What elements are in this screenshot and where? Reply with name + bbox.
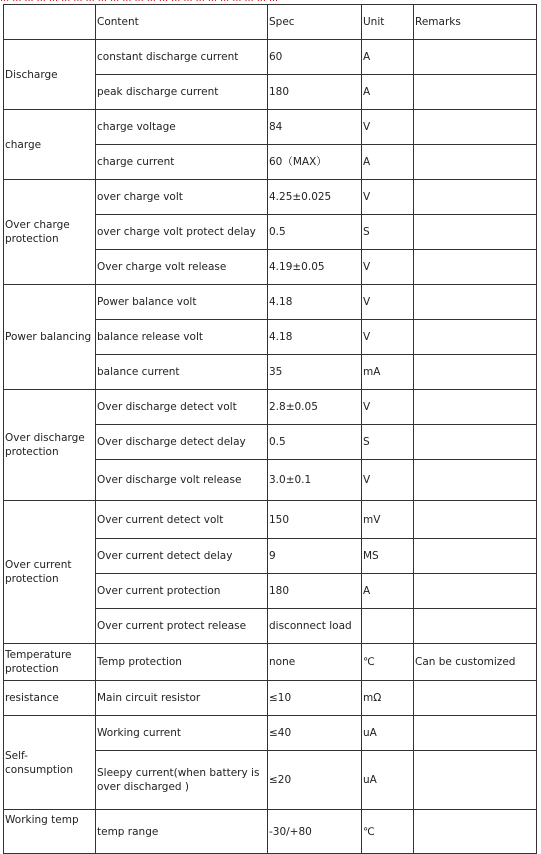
content-cell: Over discharge volt release [96, 460, 268, 501]
spec-cell: 4.18 [268, 285, 362, 320]
unit-cell: V [362, 110, 414, 145]
table-row [4, 390, 537, 425]
header-remarks-cell: Remarks [414, 5, 537, 40]
content-cell: balance current [96, 355, 268, 390]
spec-cell: none [268, 644, 362, 681]
unit-cell: A [362, 40, 414, 75]
remarks-cell [414, 425, 537, 460]
spec-cell: 60 [268, 40, 362, 75]
content-cell: temp range [96, 810, 268, 854]
remarks-cell [414, 810, 537, 854]
content-cell: Over discharge detect delay [96, 425, 268, 460]
spec-cell: -30/+80 [268, 810, 362, 854]
spec-cell: 9 [268, 539, 362, 574]
category-cell-over-discharge-protection: Over discharge protection [4, 390, 96, 501]
spec-cell: 35 [268, 355, 362, 390]
unit-cell: V [362, 250, 414, 285]
spec-cell: 4.18 [268, 320, 362, 355]
unit-cell: S [362, 425, 414, 460]
spec-cell: ≤40 [268, 716, 362, 751]
category-cell-discharge: Discharge [4, 40, 96, 110]
unit-cell: V [362, 390, 414, 425]
remarks-cell [414, 215, 537, 250]
unit-cell: V [362, 285, 414, 320]
spec-cell: 180 [268, 75, 362, 110]
remarks-cell [414, 390, 537, 425]
category-cell-self-consumption: Self-consumption [4, 716, 96, 810]
table-row [4, 644, 537, 681]
header-category-cell [4, 5, 96, 40]
table-row [4, 110, 537, 145]
table-row [4, 285, 537, 320]
unit-cell: V [362, 460, 414, 501]
header-content-cell: Content [96, 5, 268, 40]
spec-cell: 3.0±0.1 [268, 460, 362, 501]
remarks-cell [414, 285, 537, 320]
remarks-cell [414, 574, 537, 609]
unit-cell: uA [362, 751, 414, 810]
unit-cell: mV [362, 501, 414, 539]
content-cell: over charge volt [96, 180, 268, 215]
content-cell: Over discharge detect volt [96, 390, 268, 425]
content-cell: Power balance volt [96, 285, 268, 320]
unit-cell: mA [362, 355, 414, 390]
remarks-cell [414, 320, 537, 355]
content-cell: peak discharge current [96, 75, 268, 110]
remarks-cell [414, 180, 537, 215]
table-row [4, 810, 537, 854]
unit-cell: A [362, 145, 414, 180]
spec-table [3, 4, 537, 854]
spec-cell: disconnect load [268, 609, 362, 644]
content-cell: Temp protection [96, 644, 268, 681]
remarks-cell [414, 145, 537, 180]
unit-cell: ℃ [362, 644, 414, 681]
remarks-cell [414, 110, 537, 145]
unit-cell: mΩ [362, 681, 414, 716]
content-cell: Working current [96, 716, 268, 751]
remarks-cell [414, 539, 537, 574]
spec-cell: 180 [268, 574, 362, 609]
spec-cell: 0.5 [268, 425, 362, 460]
content-cell: Over current protect release [96, 609, 268, 644]
spec-cell: 4.25±0.025 [268, 180, 362, 215]
spec-cell: ≤20 [268, 751, 362, 810]
content-cell: over charge volt protect delay [96, 215, 268, 250]
category-cell-temperature-protection: Temperature protection [4, 644, 96, 681]
header-unit-cell: Unit [362, 5, 414, 40]
table-row [4, 501, 537, 539]
content-cell: balance release volt [96, 320, 268, 355]
remarks-cell [414, 716, 537, 751]
category-cell-power-balancing: Power balancing [4, 285, 96, 390]
content-cell: Over current protection [96, 574, 268, 609]
content-cell: charge voltage [96, 110, 268, 145]
content-cell: Over current detect delay [96, 539, 268, 574]
spec-cell: 0.5 [268, 215, 362, 250]
unit-cell: A [362, 75, 414, 110]
category-cell-over-current-protection: Over current protection [4, 501, 96, 644]
unit-cell [362, 609, 414, 644]
remarks-cell [414, 681, 537, 716]
table-row [4, 180, 537, 215]
remarks-cell: Can be customized [414, 644, 537, 681]
unit-cell: V [362, 180, 414, 215]
remarks-cell [414, 460, 537, 501]
content-cell: Sleepy current(when battery is over discharged ) [96, 751, 268, 810]
spec-cell: 150 [268, 501, 362, 539]
spec-cell: 2.8±0.05 [268, 390, 362, 425]
category-cell-resistance: resistance [4, 681, 96, 716]
content-cell: Over charge volt release [96, 250, 268, 285]
table-row [4, 40, 537, 75]
unit-cell: S [362, 215, 414, 250]
remarks-cell [414, 75, 537, 110]
table-row [4, 681, 537, 716]
remarks-cell [414, 751, 537, 810]
unit-cell: ℃ [362, 810, 414, 854]
category-cell-working-temp: Working temp [4, 810, 96, 854]
content-cell: charge current [96, 145, 268, 180]
header-spec-cell: Spec [268, 5, 362, 40]
unit-cell: MS [362, 539, 414, 574]
table-row [4, 716, 537, 751]
unit-cell: V [362, 320, 414, 355]
spec-cell: ≤10 [268, 681, 362, 716]
content-cell: Main circuit resistor [96, 681, 268, 716]
remarks-cell [414, 250, 537, 285]
content-cell: constant discharge current [96, 40, 268, 75]
unit-cell: uA [362, 716, 414, 751]
category-cell-over-charge-protection: Over charge protection [4, 180, 96, 285]
spec-cell: 60（MAX） [268, 145, 362, 180]
category-cell-charge: charge [4, 110, 96, 180]
content-cell: Over current detect volt [96, 501, 268, 539]
spec-cell: 84 [268, 110, 362, 145]
table-header-row [4, 5, 537, 40]
remarks-cell [414, 501, 537, 539]
unit-cell: A [362, 574, 414, 609]
remarks-cell [414, 40, 537, 75]
spec-cell: 4.19±0.05 [268, 250, 362, 285]
remarks-cell [414, 355, 537, 390]
remarks-cell [414, 609, 537, 644]
